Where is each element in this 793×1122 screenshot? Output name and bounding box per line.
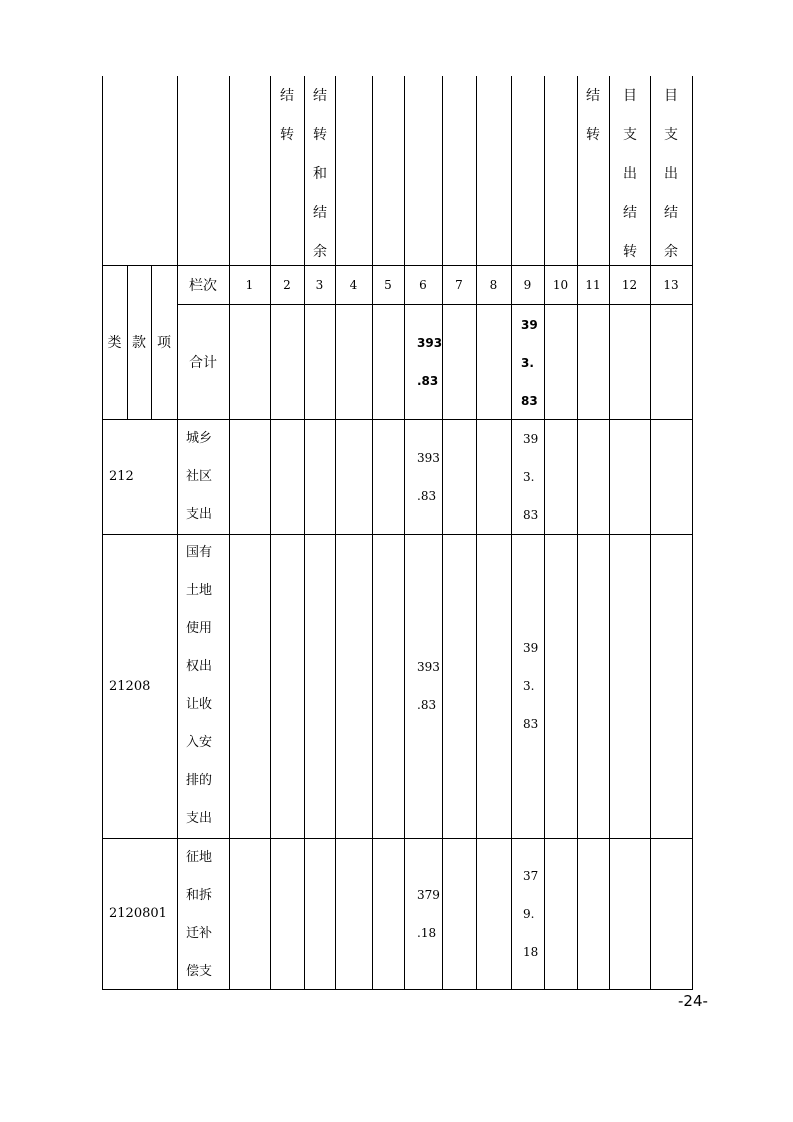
row-col9: 39 3. 83 bbox=[523, 432, 539, 522]
total-col6: 393 .83 bbox=[417, 336, 443, 388]
label-kuan: 款 bbox=[132, 335, 146, 351]
page-number: -24- bbox=[678, 992, 708, 1010]
row-code: 212 bbox=[109, 469, 134, 484]
col-number: 12 bbox=[621, 277, 638, 292]
label-heji: 合计 bbox=[189, 354, 217, 371]
row-col9: 37 9. 18 bbox=[523, 869, 539, 959]
row-code: 2120801 bbox=[109, 906, 167, 921]
row-col9: 39 3. 83 bbox=[523, 641, 539, 731]
col-number: 6 bbox=[419, 277, 427, 292]
col-number: 5 bbox=[384, 277, 392, 292]
header-col3: 结 转 和 结 余 bbox=[313, 88, 327, 260]
col-number: 2 bbox=[283, 277, 291, 292]
col-number: 13 bbox=[663, 277, 679, 292]
row-col6: 393 .83 bbox=[417, 660, 440, 712]
col-number: 4 bbox=[349, 277, 358, 292]
header-col11: 结 转 bbox=[586, 88, 600, 143]
col-number: 11 bbox=[585, 277, 601, 292]
header-col12: 目 支 出 结 转 bbox=[623, 88, 637, 260]
row-code: 21208 bbox=[109, 678, 151, 694]
row-name: 国有 土地 使用 权出 让收 入安 排的 支出 bbox=[186, 545, 213, 826]
col-number: 9 bbox=[523, 277, 532, 292]
label-lei: 类 bbox=[107, 335, 122, 351]
row-col6: 393 .83 bbox=[417, 451, 440, 503]
header-col2: 结 转 bbox=[280, 88, 294, 143]
label-lanci: 栏次 bbox=[189, 277, 217, 294]
total-col9: 39 3. 83 bbox=[521, 318, 538, 408]
col-number: 8 bbox=[489, 277, 498, 292]
col-number: 7 bbox=[455, 277, 463, 292]
row-name: 城乡 社区 支出 bbox=[186, 431, 213, 522]
row-col6: 379 .18 bbox=[417, 888, 440, 940]
col-number: 10 bbox=[552, 277, 569, 292]
label-xiang: 项 bbox=[157, 335, 171, 351]
col-number: 3 bbox=[315, 277, 324, 292]
row-name: 征地 和拆 迁补 偿支 bbox=[186, 850, 213, 979]
header-col13: 目 支 出 结 余 bbox=[664, 88, 678, 260]
col-number: 1 bbox=[245, 277, 254, 292]
